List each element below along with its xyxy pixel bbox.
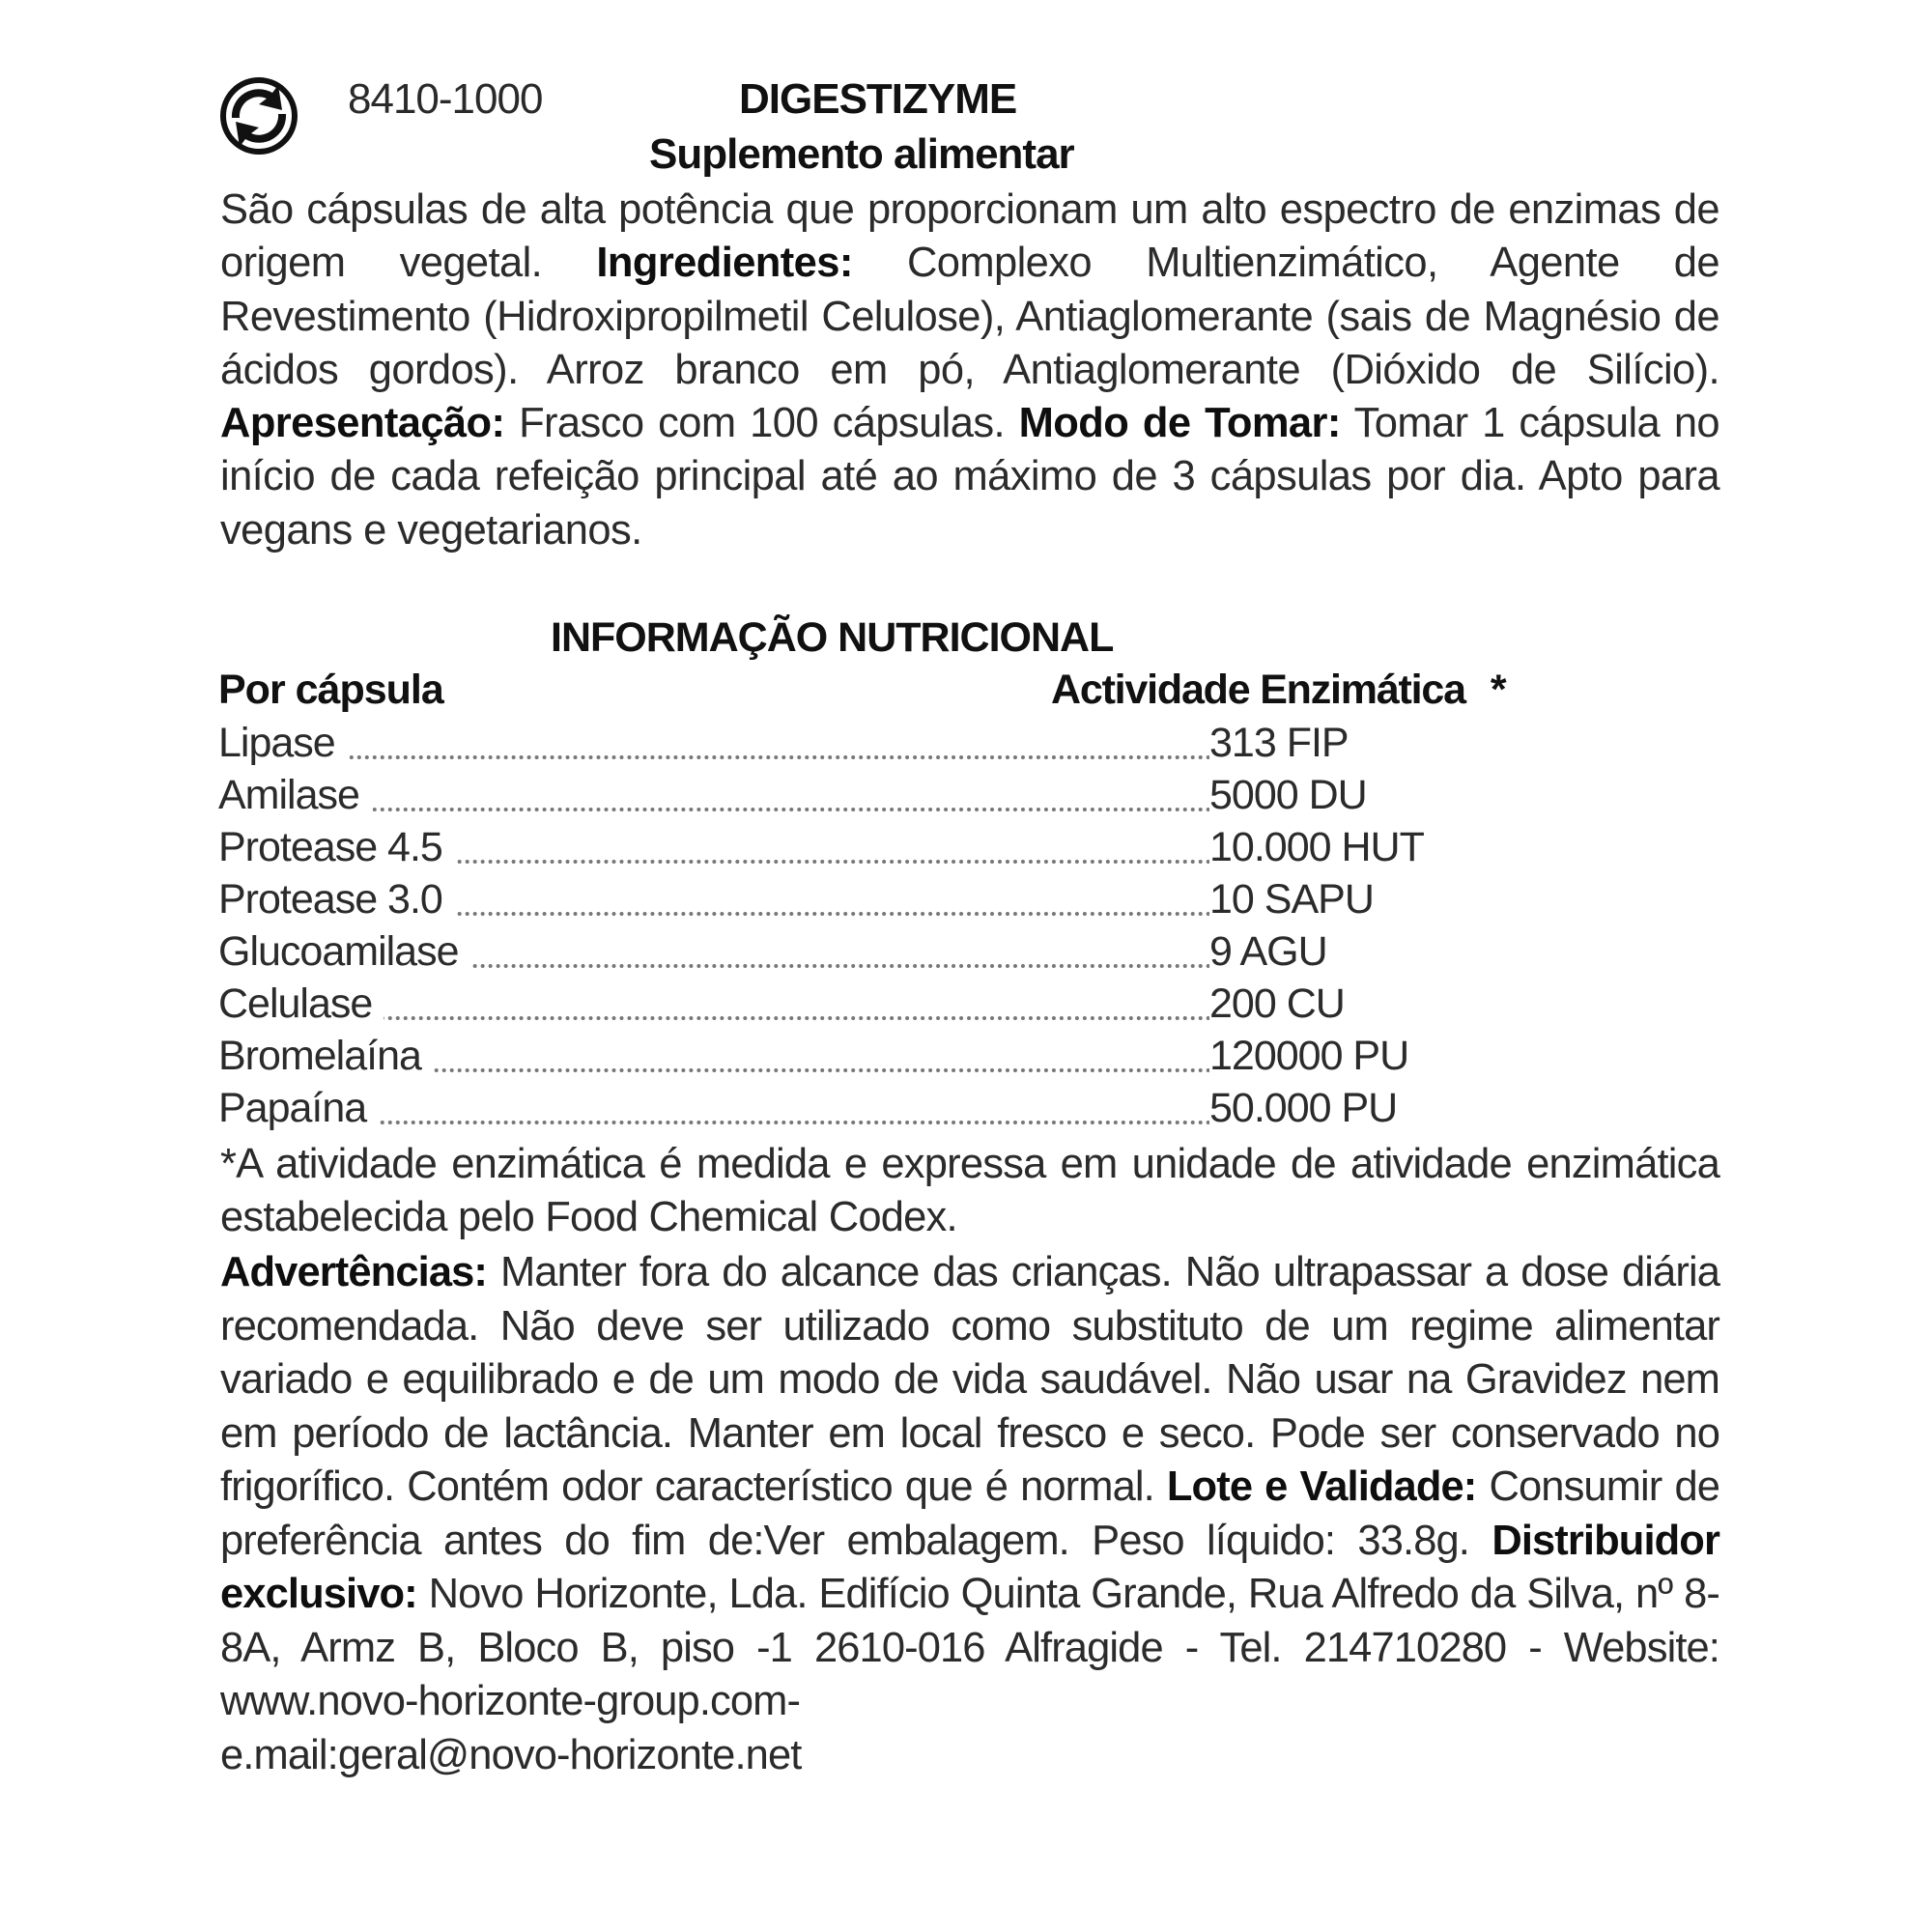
ingredients-text: Complexo Multienzimático, Agente de Revestimento (Hidroxipropilmetil Celulose), Antiaglomerante (sais de Magnésio de ácidos gordos). Arroz branco em pó, Antiaglomerante (Dióxido de Silício). — [220, 240, 1719, 393]
intro-text: São cápsulas de alta potência que proporcionam um alto espectro de enzimas de origem vegetal. — [220, 186, 1719, 287]
product-subtitle: Suplemento alimentar — [649, 130, 1074, 178]
enzyme-value: 10.000 HUT — [1209, 824, 1424, 870]
warnings-label: Advertências: — [220, 1249, 487, 1295]
distributor-text: Novo Horizonte, Lda. Edifício Quinta Grande, Rua Alfredo da Silva, nº 8-8A, Armz B, Bloco B, piso -1 2610-016 Alfragide - Tel. 214710280 - Website: www.novo-horizonte-group.com- — [220, 1571, 1719, 1724]
enzyme-footnote: *A atividade enzimática é medida e expressa em unidade de atividade enzimática estabelecida pelo Food Chemical Codex. — [220, 1141, 1719, 1240]
product-code: 8410-1000 — [348, 75, 543, 123]
presentation-text: Frasco com 100 cápsulas. — [519, 400, 1005, 447]
table-row — [218, 927, 1474, 980]
lot-label: Lote e Validade: — [1166, 1463, 1477, 1510]
usage-text: Tomar 1 cápsula no início de cada refeição principal até ao máximo de 3 cápsulas por dia. Apto para vegans e vegetarianos. — [220, 400, 1719, 554]
enzyme-table — [218, 719, 1474, 1136]
enzyme-value: 50.000 PU — [1209, 1085, 1398, 1131]
table-row — [218, 980, 1474, 1032]
footnote-marker: * — [1490, 667, 1506, 713]
enzyme-name: Lipase — [218, 719, 347, 767]
nutrition-column-per-capsule: Por cápsula — [218, 667, 443, 713]
product-description — [220, 184, 1719, 557]
product-name: DIGESTIZYME — [739, 75, 1017, 123]
enzyme-value: 5000 DU — [1209, 772, 1367, 818]
enzyme-name: Amilase — [218, 771, 371, 819]
enzyme-value: 9 AGU — [1209, 928, 1327, 975]
green-dot-recycling-icon — [218, 75, 299, 156]
enzyme-value: 10 SAPU — [1209, 876, 1374, 923]
enzyme-name: Protease 3.0 — [218, 875, 454, 923]
table-row — [218, 719, 1474, 771]
table-row — [218, 875, 1474, 927]
distributor-label: Distribuidor exclusivo: — [220, 1517, 1720, 1617]
dot-leader — [218, 755, 1211, 759]
enzyme-activity-heading: Actividade Enzimática — [1051, 667, 1465, 713]
ingredients-label: Ingredientes: — [596, 240, 853, 287]
table-row — [218, 1084, 1474, 1136]
enzyme-value: 120000 PU — [1209, 1033, 1409, 1079]
enzyme-name: Papaína — [218, 1084, 378, 1132]
usage-label: Modo de Tomar: — [1018, 400, 1341, 447]
lot-text: Consumir de preferência antes do fim de:Ver embalagem. Peso líquido: 33.8g. — [220, 1463, 1720, 1564]
warnings-section — [220, 1246, 1719, 1782]
enzyme-value: 313 FIP — [1209, 720, 1349, 766]
table-row — [218, 771, 1474, 823]
enzyme-name: Celulase — [218, 980, 384, 1028]
enzyme-name: Protease 4.5 — [218, 823, 454, 871]
nutrition-title: INFORMAÇÃO NUTRICIONAL — [551, 614, 1114, 661]
presentation-label: Apresentação: — [220, 400, 505, 447]
enzyme-name: Glucoamilase — [218, 927, 470, 976]
nutrition-column-enzyme-activity — [1051, 667, 1505, 714]
warnings-text: Manter fora do alcance das crianças. Não ultrapassar a dose diária recomendada. Não deve ser utilizado como substituto de um regime alimentar variado e equilibrado e de um modo de vida saudável. Não usar na Gravidez nem em período de lactância. Manter em local fresco e seco. Pode ser conservado no frigorífico. Contém odor característico que é normal. — [220, 1249, 1719, 1510]
enzyme-value: 200 CU — [1209, 980, 1345, 1027]
contact-email: e.mail:geral@novo-horizonte.net — [220, 1731, 802, 1778]
table-row — [218, 1032, 1474, 1084]
table-row — [218, 823, 1474, 875]
enzyme-name: Bromelaína — [218, 1032, 433, 1080]
